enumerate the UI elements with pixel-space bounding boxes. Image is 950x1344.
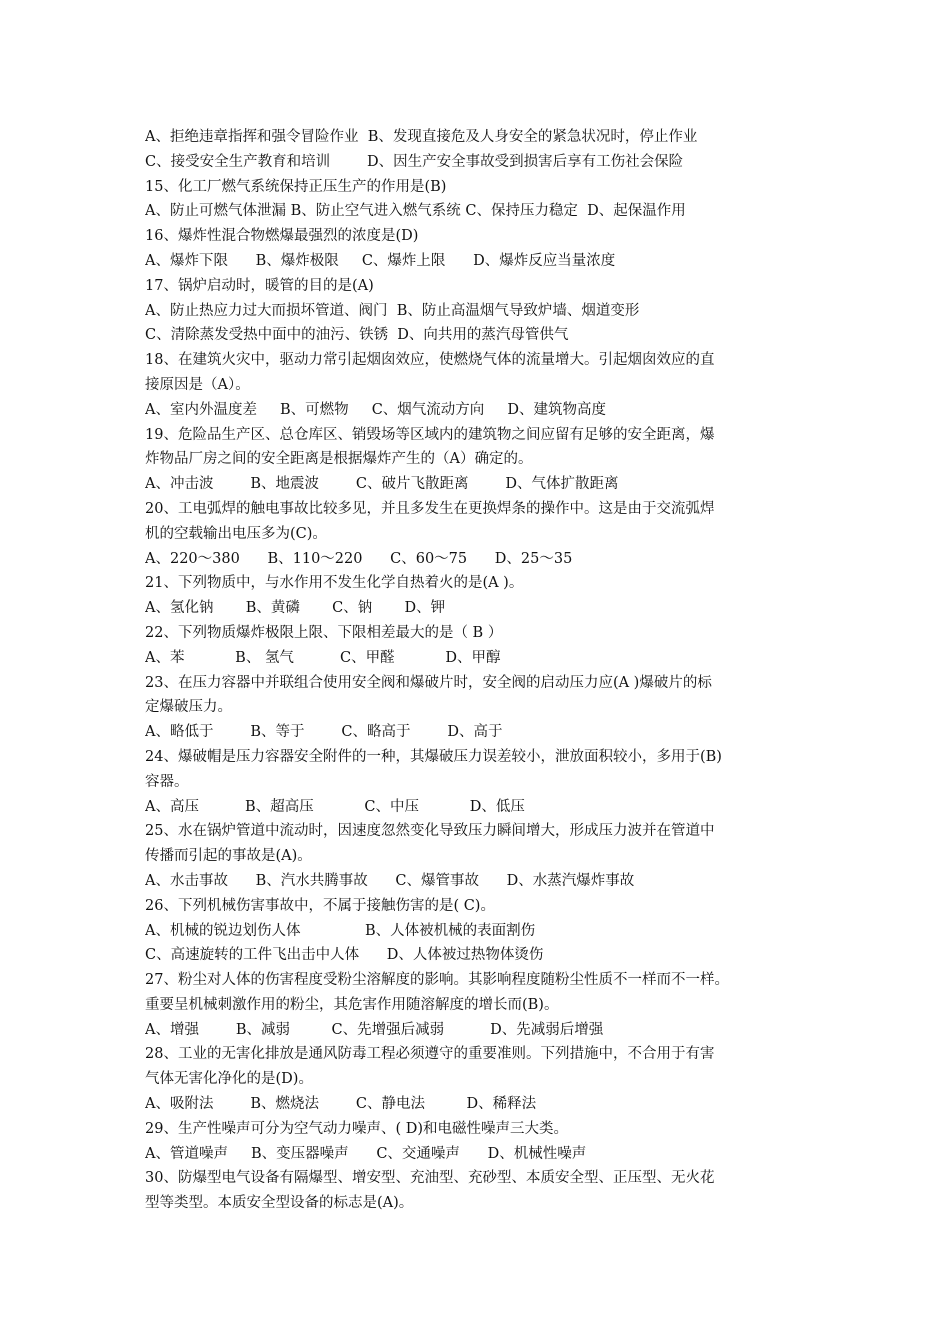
text-line: 型等类型。本质安全型设备的标志是(A)。: [145, 1195, 414, 1212]
text-line: A、苯 B、 氢气 C、甲醛 D、甲醇: [145, 649, 501, 666]
text-line: 28、工业的无害化排放是通风防毒工程必须遵守的重要准则。下列措施中，不合用于有害: [145, 1046, 715, 1063]
text-line: A、防止热应力过大而损坏管道、阀门 B、防止高温烟气导致炉墙、烟道变形: [145, 302, 640, 319]
text-line: A、水击事故 B、汽水共腾事故 C、爆管事故 D、水蒸汽爆炸事故: [145, 872, 635, 889]
text-line: 15、化工厂燃气系统保持正压生产的作用是(B): [145, 178, 447, 195]
text-line: 29、生产性噪声可分为空气动力噪声、( D)和电磁性噪声三大类。: [145, 1120, 568, 1137]
text-line: C、接受安全生产教育和培训 D、因生产安全事故受到损害后享有工伤社会保险: [145, 153, 684, 170]
text-line: 炸物品厂房之间的安全距离是根据爆炸产生的（A）确定的。: [145, 451, 533, 468]
text-line: A、室内外温度差 B、可燃物 C、烟气流动方向 D、建筑物高度: [145, 401, 606, 418]
text-line: A、拒绝违章指挥和强令冒险作业 B、发现直接危及人身安全的紧急状况时，停止作业: [145, 129, 698, 145]
text-line: A、吸附法 B、燃烧法 C、静电法 D、稀释法: [145, 1096, 537, 1113]
text-line: 气体无害化净化的是(D)。: [145, 1071, 313, 1088]
text-line: A、爆炸下限 B、爆炸极限 C、爆炸上限 D、爆炸反应当量浓度: [145, 252, 616, 269]
text-line: 26、下列机械伤害事故中，不属于接触伤害的是( C)。: [145, 897, 495, 914]
question-text-block: [145, 125, 815, 1216]
text-line: A、防止可燃气体泄漏 B、防止空气进入燃气系统 C、保持压力稳定 D、起保温作用: [145, 203, 686, 220]
text-line: 17、锅炉启动时，暖管的目的是(A): [145, 277, 374, 294]
text-line: A、高压 B、超高压 C、中压 D、低压: [145, 798, 525, 815]
text-line: 24、爆破帽是压力容器安全附件的一种，其爆破压力误差较小，泄放面积较小，多用于(B): [145, 748, 722, 765]
text-line: A、氢化钠 B、黄磷 C、钠 D、钾: [145, 600, 446, 617]
text-line: 27、粉尘对人体的伤害程度受粉尘溶解度的影响。其影响程度随粉尘性质不一样而不一样。: [145, 972, 729, 989]
text-line: 传播而引起的事故是(A)。: [145, 848, 312, 865]
text-line: A、增强 B、减弱 C、先增强后减弱 D、先减弱后增强: [145, 1021, 604, 1038]
text-line: 机的空载输出电压多为(C)。: [145, 525, 327, 542]
text-line: 接原因是（A）。: [145, 376, 250, 393]
text-line: 25、水在锅炉管道中流动时，因速度忽然变化导致压力瞬间增大，形成压力波并在管道中: [145, 823, 715, 840]
text-line: A、管道噪声 B、变压器噪声 C、交通噪声 D、机械性噪声: [145, 1145, 587, 1162]
text-line: 30、防爆型电气设备有隔爆型、增安型、充油型、充砂型、本质安全型、正压型、无火花: [145, 1170, 715, 1187]
text-line: A、220～380 B、110～220 C、60～75 D、25～35: [145, 550, 573, 567]
text-line: A、冲击波 B、地震波 C、破片飞散距离 D、气体扩散距离: [145, 476, 619, 493]
text-line: A、机械的锐边划伤人体 B、人体被机械的表面割伤: [145, 922, 536, 939]
text-line: 19、危险品生产区、总仓库区、销毁场等区域内的建筑物之间应留有足够的安全距离，爆: [145, 426, 715, 443]
text-line: 重要呈机械刺激作用的粉尘，其危害作用随溶解度的增长而(B)。: [145, 996, 559, 1013]
text-line: 18、在建筑火灾中，驱动力常引起烟囱效应，使燃烧气体的流量增大。引起烟囱效应的直: [145, 352, 715, 369]
text-line: 定爆破压力。: [145, 699, 232, 716]
text-line: 22、下列物质爆炸极限上限、下限相差最大的是（ B ）: [145, 624, 503, 641]
text-line: A、略低于 B、等于 C、略高于 D、高于: [145, 724, 503, 741]
text-line: 20、工电弧焊的触电事故比较多见，并且多发生在更换焊条的操作中。这是由于交流弧焊: [145, 500, 715, 517]
text-line: C、清除蒸发受热中面中的油污、铁锈 D、向共用的蒸汽母管供气: [145, 327, 569, 344]
text-line: 16、爆炸性混合物燃爆最强烈的浓度是(D): [145, 228, 419, 245]
text-line: 容器。: [145, 773, 189, 790]
text-line: 23、在压力容器中并联组合使用安全阀和爆破片时，安全阀的启动压力应(A )爆破片的标: [145, 674, 712, 691]
text-line: 21、下列物质中，与水作用不发生化学自热着火的是(A )。: [145, 575, 524, 592]
text-line: C、高速旋转的工件飞出击中人体 D、人体被过热物体烫伤: [145, 947, 544, 964]
